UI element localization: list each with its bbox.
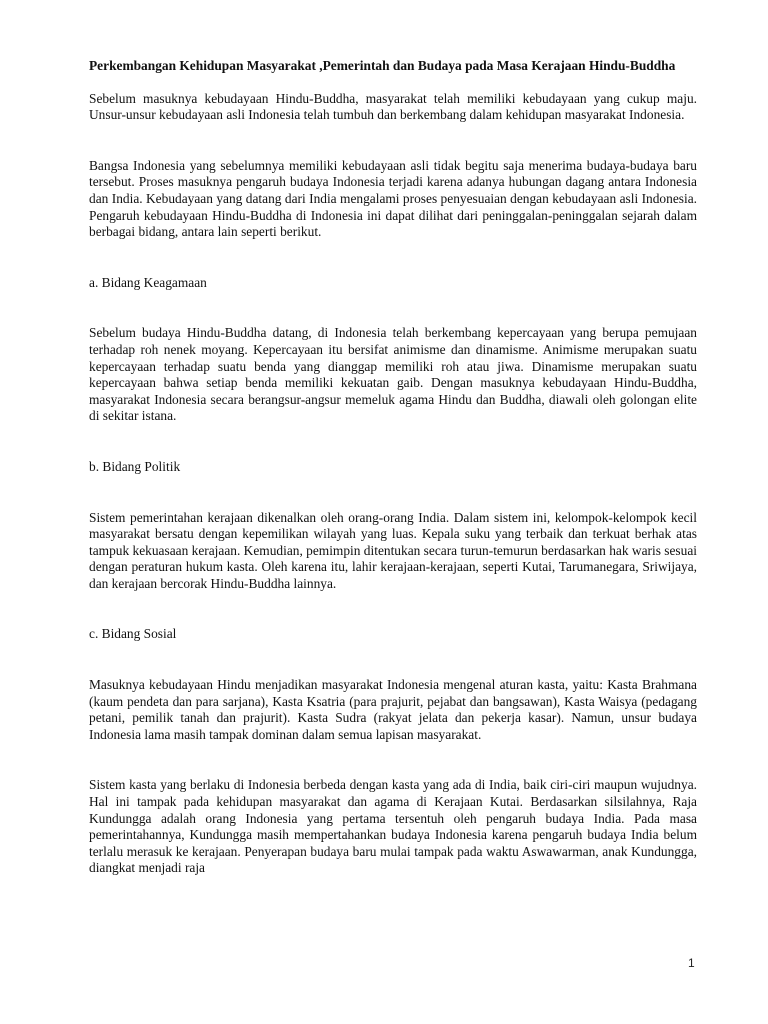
section-keagamaan-paragraph: Sebelum budaya Hindu-Buddha datang, di Indonesia telah berkembang kepercayaan yang berupa pemujaan terhadap roh nenek moyang. Kepercayaan itu bersifat animisme dan dinamisme. Animisme merupakan suatu kepercayaan terhadap suatu benda yang dianggap memiliki roh atau jiwa. Dinamisme merupakan suatu kepercayaan bahwa setiap benda memiliki kekuatan gaib. Dengan masuknya kebudayaan Hindu-Buddha, masyarakat Indonesia secara berangsur-angsur memeluk agama Hindu dan Buddha, diawali oleh golongan elite di sekitar istana. xyxy=(89,325,697,424)
spacer xyxy=(89,476,697,510)
spacer xyxy=(89,241,697,275)
section-heading-politik: b. Bidang Politik xyxy=(89,458,181,474)
spacer xyxy=(89,592,697,626)
document-title: Perkembangan Kehidupan Masyarakat ,Pemerintah dan Budaya pada Masa Kerajaan Hindu-Buddha xyxy=(89,58,676,73)
section-heading-sosial: c. Bidang Sosial xyxy=(89,626,177,642)
section-sosial-paragraph-1: Masuknya kebudayaan Hindu menjadikan masyarakat Indonesia mengenal aturan kasta, yaitu: Kasta Brahmana (kaum pendeta dan para sarjana), Kasta Ksatria (para prajurit, pejabat dan bangsawan), Kasta Waisya (pedagang petani, pemilik tanah dan prajurit). Kasta Sudra (rakyat jelata dan pekerja kasar). Namun, unsur budaya Indonesia lama masih tampak dominan dalam semua lapisan masyarakat. xyxy=(89,677,697,742)
spacer xyxy=(89,291,697,325)
intro-paragraph-1: Sebelum masuknya kebudayaan Hindu-Buddha, masyarakat telah memiliki kebudayaan yang cukup maju. Unsur-unsur kebudayaan asli Indonesia telah tumbuh dan berkembang dalam kehidupan masyarakat Indonesia. xyxy=(89,90,697,123)
section-sosial-paragraph-2: Sistem kasta yang berlaku di Indonesia berbeda dengan kasta yang ada di India, baik ciri-ciri maupun wujudnya. Hal ini tampak pada kehidupan masyarakat dan agama di Kerajaan Kutai. Berdasarkan silsilahnya, Raja Kundungga adalah orang Indonesia yang pertama tersentuh oleh pengaruh budaya India. Pada masa pemerintahannya, Kundungga masih mempertahankan budaya Indonesia karena pengaruh budaya India belum terlalu merasuk ke kerajaan. Penyerapan budaya baru mulai tampak pada waktu Aswawarman, anak Kundungga, diangkat menjadi raja xyxy=(89,777,697,876)
section-heading-keagamaan: a. Bidang Keagamaan xyxy=(89,274,207,290)
intro-paragraph-2: Bangsa Indonesia yang sebelumnya memiliki kebudayaan asli tidak begitu saja menerima budaya-budaya baru tersebut. Proses masuknya pengaruh budaya Indonesia terjadi karena adanya hubungan dagang antara Indonesia dan India. Kebudayaan yang datang dari India mengalami proses penyesuaian dengan kebudayaan asli Indonesia. Pengaruh kebudayaan Hindu-Buddha di Indonesia ini dapat dilihat dari peninggalan-peninggalan sejarah dalam berbagai bidang, antara lain seperti berikut. xyxy=(89,157,697,240)
spacer xyxy=(89,743,697,777)
page-number: 1 xyxy=(688,956,695,970)
spacer xyxy=(89,425,697,459)
spacer xyxy=(89,643,697,677)
document-page xyxy=(89,58,697,877)
spacer xyxy=(89,124,697,158)
section-politik-paragraph: Sistem pemerintahan kerajaan dikenalkan oleh orang-orang India. Dalam sistem ini, kelompok-kelompok kecil masyarakat bersatu dengan kepemilikan wilayah yang luas. Kepala suku yang terbaik dan terkuat berhak atas tampuk kekuasaan kerajaan. Kemudian, pemimpin ditentukan secara turun-temurun berdasarkan hak waris sesuai dengan peraturan hukum kasta. Oleh karena itu, lahir kerajaan-kerajaan, seperti Kutai, Tarumanegara, Sriwijaya, dan kerajaan bercorak Hindu-Buddha lainnya. xyxy=(89,509,697,591)
